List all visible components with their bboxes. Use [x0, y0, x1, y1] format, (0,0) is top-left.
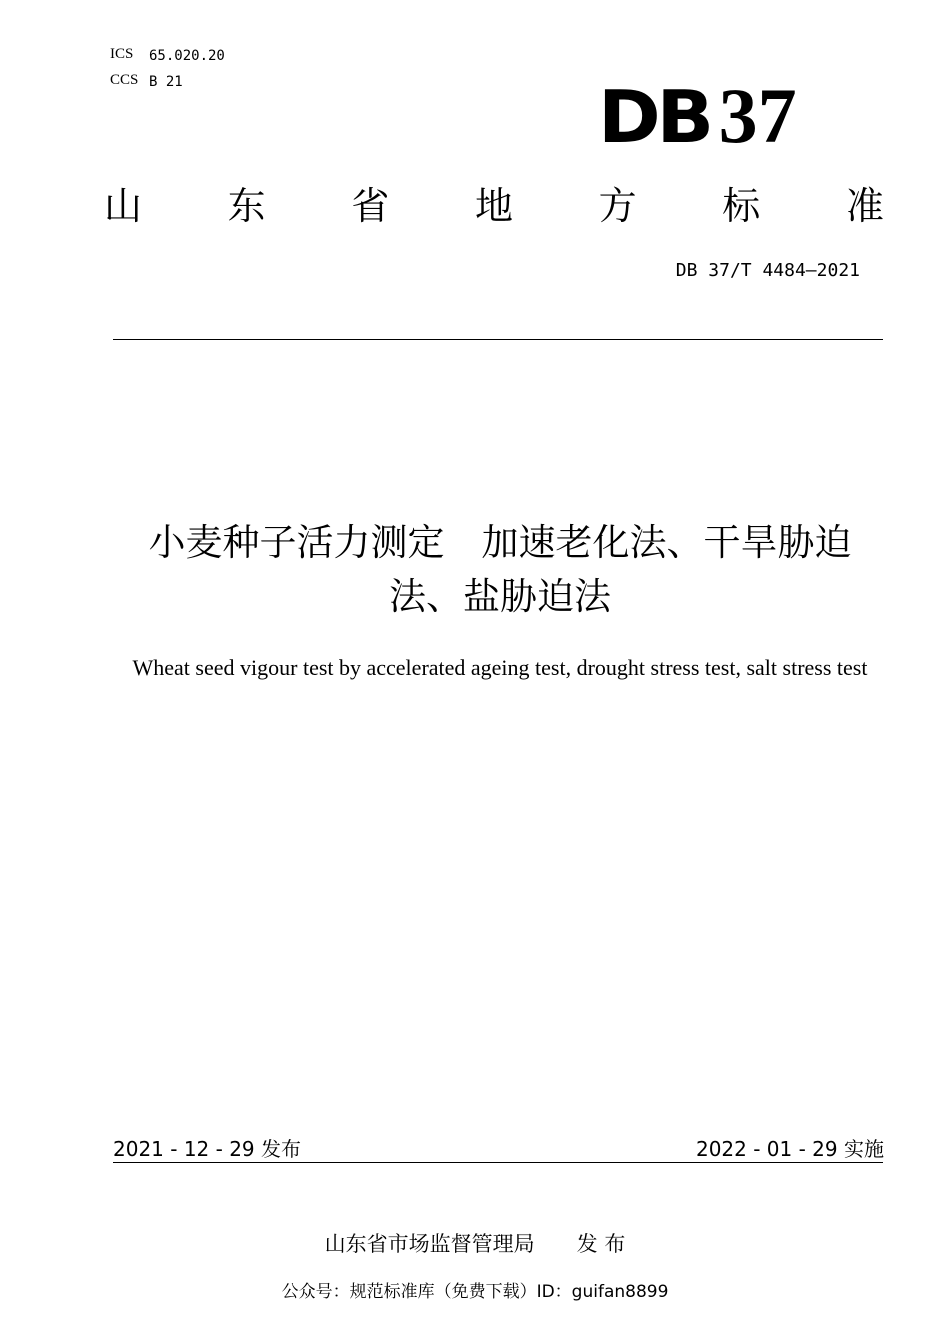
standard-type-char: 地	[474, 184, 513, 228]
db37-logo	[598, 72, 813, 159]
watermark-note: 公众号：规范标准库（免费下载）ID：guifan8899	[281, 1282, 669, 1302]
standard-type-char: 准	[845, 184, 884, 228]
ics-label: ICS	[110, 46, 134, 62]
standard-type-char: 方	[598, 184, 637, 228]
ccs-value: B 21	[149, 74, 183, 90]
standard-type-char: 省	[351, 184, 390, 228]
footer-divider	[113, 1162, 883, 1163]
ics-value: 65.020.20	[149, 48, 225, 64]
chinese-title-line-1: 小麦种子活力测定 加速老化法、干旱胁迫	[148, 521, 852, 564]
standard-type-heading	[104, 180, 884, 232]
ccs-label: CCS	[110, 72, 139, 88]
chinese-title-line-2: 法、盐胁迫法	[389, 575, 611, 618]
standard-type-char: 东	[227, 184, 266, 228]
logo-letters: DB	[598, 75, 710, 159]
implement-date: 2022 - 01 - 29 实施	[695, 1137, 884, 1161]
header-divider	[113, 339, 883, 340]
english-title: Wheat seed vigour test by accelerated ageing test, drought stress test, salt stress test	[132, 655, 868, 680]
logo-number: 37	[718, 72, 797, 159]
document-number: DB 37/T 4484—2021	[675, 260, 860, 281]
publish-date: 2021 - 12 - 29 发布	[113, 1137, 302, 1161]
standard-type-char: 山	[104, 184, 143, 228]
standard-type-char: 标	[722, 184, 761, 228]
issuing-authority: 山东省市场监督管理局 发 布	[324, 1232, 626, 1256]
